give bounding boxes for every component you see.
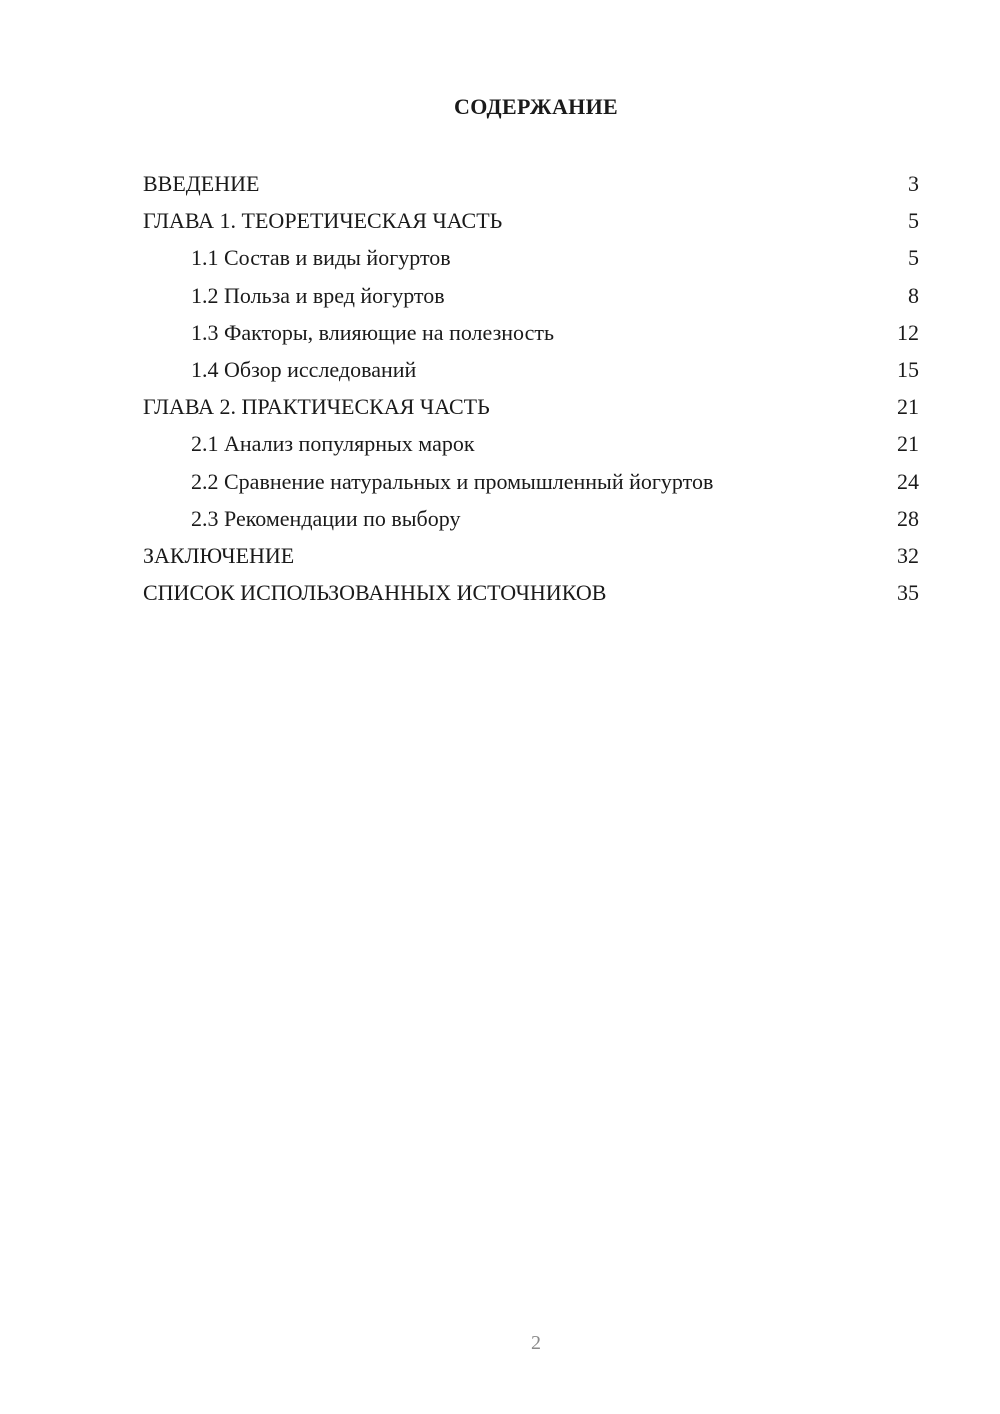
toc-entry-page: 28: [897, 505, 919, 531]
toc-entry-page: 15: [897, 356, 919, 382]
toc-entry-section-1-4: [143, 351, 919, 388]
toc-entry-chapter-2: [143, 388, 919, 425]
toc-entry-page: 35: [897, 580, 919, 606]
toc-entry-label: 2.3 Рекомендации по выбору: [191, 505, 461, 531]
toc-entry-label: ГЛАВА 2. ПРАКТИЧЕСКАЯ ЧАСТЬ: [143, 394, 490, 420]
toc-entry-page: 5: [908, 208, 919, 234]
toc-entry-label: СПИСОК ИСПОЛЬЗОВАННЫХ ИСТОЧНИКОВ: [143, 580, 607, 606]
toc-entry-label: 1.2 Польза и вред йогуртов: [191, 282, 445, 308]
toc-entry-section-2-1: [143, 425, 919, 462]
toc-entry-chapter-1: [143, 202, 919, 239]
toc-entry-label: 1.1 Состав и виды йогуртов: [191, 245, 451, 271]
toc-entry-label: 2.2 Сравнение натуральных и промышленный йогуртов: [191, 468, 714, 494]
toc-entry-section-1-2: [143, 277, 919, 314]
toc-entry-page: 21: [897, 431, 919, 457]
table-of-contents: [143, 165, 919, 611]
toc-entry-section-1-3: [143, 314, 919, 351]
toc-entry-label: ЗАКЛЮЧЕНИЕ: [143, 542, 295, 568]
toc-entry-page: 12: [897, 319, 919, 345]
toc-entry-references: [143, 574, 919, 611]
toc-entry-section-2-2: [143, 463, 919, 500]
toc-entry-section-1-1: [143, 239, 919, 276]
toc-entry-page: 21: [897, 394, 919, 420]
toc-entry-page: 5: [908, 245, 919, 271]
toc-entry-section-2-3: [143, 500, 919, 537]
toc-entry-introduction: [143, 165, 919, 202]
page-title: СОДЕРЖАНИЕ: [454, 94, 618, 119]
toc-entry-conclusion: [143, 537, 919, 574]
toc-entry-label: ГЛАВА 1. ТЕОРЕТИЧЕСКАЯ ЧАСТЬ: [143, 208, 503, 234]
page-number: 2: [531, 1332, 541, 1354]
toc-entry-page: 3: [908, 171, 919, 196]
toc-entry-label: 1.3 Факторы, влияющие на полезность: [191, 319, 554, 345]
toc-entry-page: 32: [897, 542, 919, 568]
toc-entry-page: 8: [908, 282, 919, 308]
toc-entry-label: ВВЕДЕНИЕ: [143, 171, 260, 196]
toc-entry-label: 2.1 Анализ популярных марок: [191, 431, 475, 457]
toc-entry-page: 24: [897, 468, 919, 494]
toc-entry-label: 1.4 Обзор исследований: [191, 356, 417, 382]
